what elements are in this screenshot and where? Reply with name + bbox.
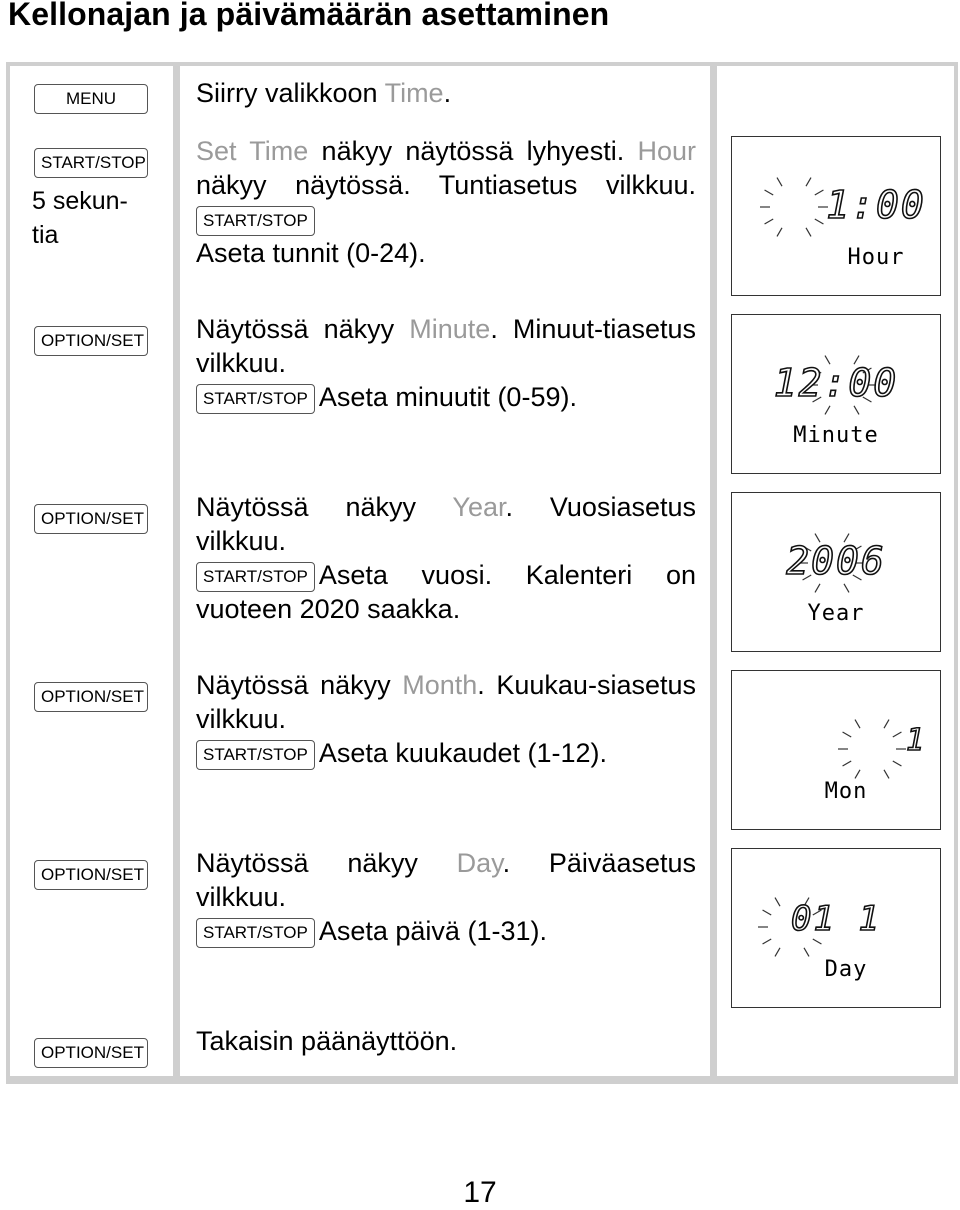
display-cell [717,482,954,660]
lcd-value: 1 [905,723,927,758]
table-row [6,656,958,838]
text-segment: Näytössä näkyy [196,314,410,344]
instruction-cell [180,838,710,1016]
instruction-text [196,76,696,110]
text-segment: näkyy näytössä. Tuntiasetus vilkkuu. [196,170,696,200]
lcd-label: Year [807,601,865,626]
instruction-cell [180,304,710,482]
display-cell [717,126,954,304]
text-segment: Siirry valikkoon [196,78,385,108]
display-cell [717,1016,954,1076]
lcd-display [731,848,941,1008]
text-segment: . Päiväasetus vilkkuu. [196,848,696,912]
menu-term: Month [402,670,478,700]
instruction-text [196,1024,696,1058]
menubutton[interactable]: MENU [34,84,148,114]
display-cell [717,660,954,838]
text-segment: . Minuut-tiasetus vilkkuu. [196,314,696,378]
table-row [6,122,958,304]
menu-term: Time [384,78,444,108]
instruction-text [196,490,696,626]
lcd-value: 12:00 [773,361,899,405]
instruction-text [196,668,696,770]
instruction-cell [180,660,710,838]
start-stop-button[interactable]: START/STOP [196,384,315,414]
lcd-display [731,670,941,830]
instruction-table [6,62,958,1084]
text-segment: . Vuosiasetus vilkkuu. [196,492,696,556]
instruction-cell [180,1016,710,1076]
lcd-display [731,136,941,296]
text-segment: . Kuukau-siasetus vilkkuu. [196,670,696,734]
start-stopbutton[interactable]: START/STOP [34,148,148,178]
display-cell [717,838,954,1016]
start-stop-button[interactable]: START/STOP [196,206,315,236]
menu-term: Year [452,492,506,522]
lcd-label: Mon [824,779,868,804]
lcd-value: 01 1 [791,899,881,939]
table-row [6,62,958,126]
start-stop-button[interactable]: START/STOP [196,740,315,770]
text-segment: Näytössä näkyy [196,492,453,522]
lcd-value: 2006 [786,539,886,583]
table-row [6,1012,958,1076]
table-row [6,834,958,1016]
text-segment: Aseta vuosi. Kalenteri on vuoteen 2020 saakka. [196,560,696,624]
lcd-label: Minute [793,423,879,448]
text-segment: näkyy näytössä lyhyesti. [308,136,638,166]
menu-term: Day [456,848,503,878]
lcd-label: Day [824,957,868,982]
text-segment: Aseta tunnit (0-24). [196,238,426,268]
key-cell [10,126,173,304]
text-segment: Aseta kuukaudet (1-12). [318,738,608,768]
option-setbutton[interactable]: OPTION/SET [34,860,148,890]
text-segment: Takaisin päänäyttöön. [196,1026,458,1056]
key-cell [10,838,173,1016]
menu-term: Minute [409,314,491,344]
text-segment: Aseta päivä (1-31). [318,916,547,946]
option-setbutton[interactable]: OPTION/SET [34,682,148,712]
option-setbutton[interactable]: OPTION/SET [34,1038,148,1068]
lcd-value: 1:00 [826,183,926,227]
text-segment: Aseta minuutit (0-59). [318,382,577,412]
duration-text: 5 sekun- tia [32,187,128,249]
display-cell [717,66,954,126]
lcd-display [731,492,941,652]
instruction-text [196,134,696,270]
page-title: Kellonajan ja päivämäärän asettaminen [8,0,610,32]
text-segment: . [443,78,452,108]
page-number: 17 [463,1176,497,1209]
instruction-text [196,312,696,414]
table-row [6,300,958,482]
instruction-cell [180,126,710,304]
key-cell [10,66,173,126]
text-segment: Näytössä näkyy [196,670,403,700]
option-setbutton[interactable]: OPTION/SET [34,504,148,534]
key-cell [10,660,173,838]
start-stop-button[interactable]: START/STOP [196,918,315,948]
option-setbutton[interactable]: OPTION/SET [34,326,148,356]
table-row [6,478,958,660]
lcd-label: Hour [847,245,905,270]
instruction-cell [180,482,710,660]
display-cell [717,304,954,482]
start-stop-button[interactable]: START/STOP [196,562,315,592]
instruction-text [196,846,696,948]
menu-term: Hour [637,136,696,166]
instruction-cell [180,66,710,126]
menu-term: Set Time [196,136,309,166]
key-cell [10,482,173,660]
text-segment: Näytössä näkyy [196,848,457,878]
key-cell [10,1016,173,1076]
lcd-display [731,314,941,474]
key-cell [10,304,173,482]
